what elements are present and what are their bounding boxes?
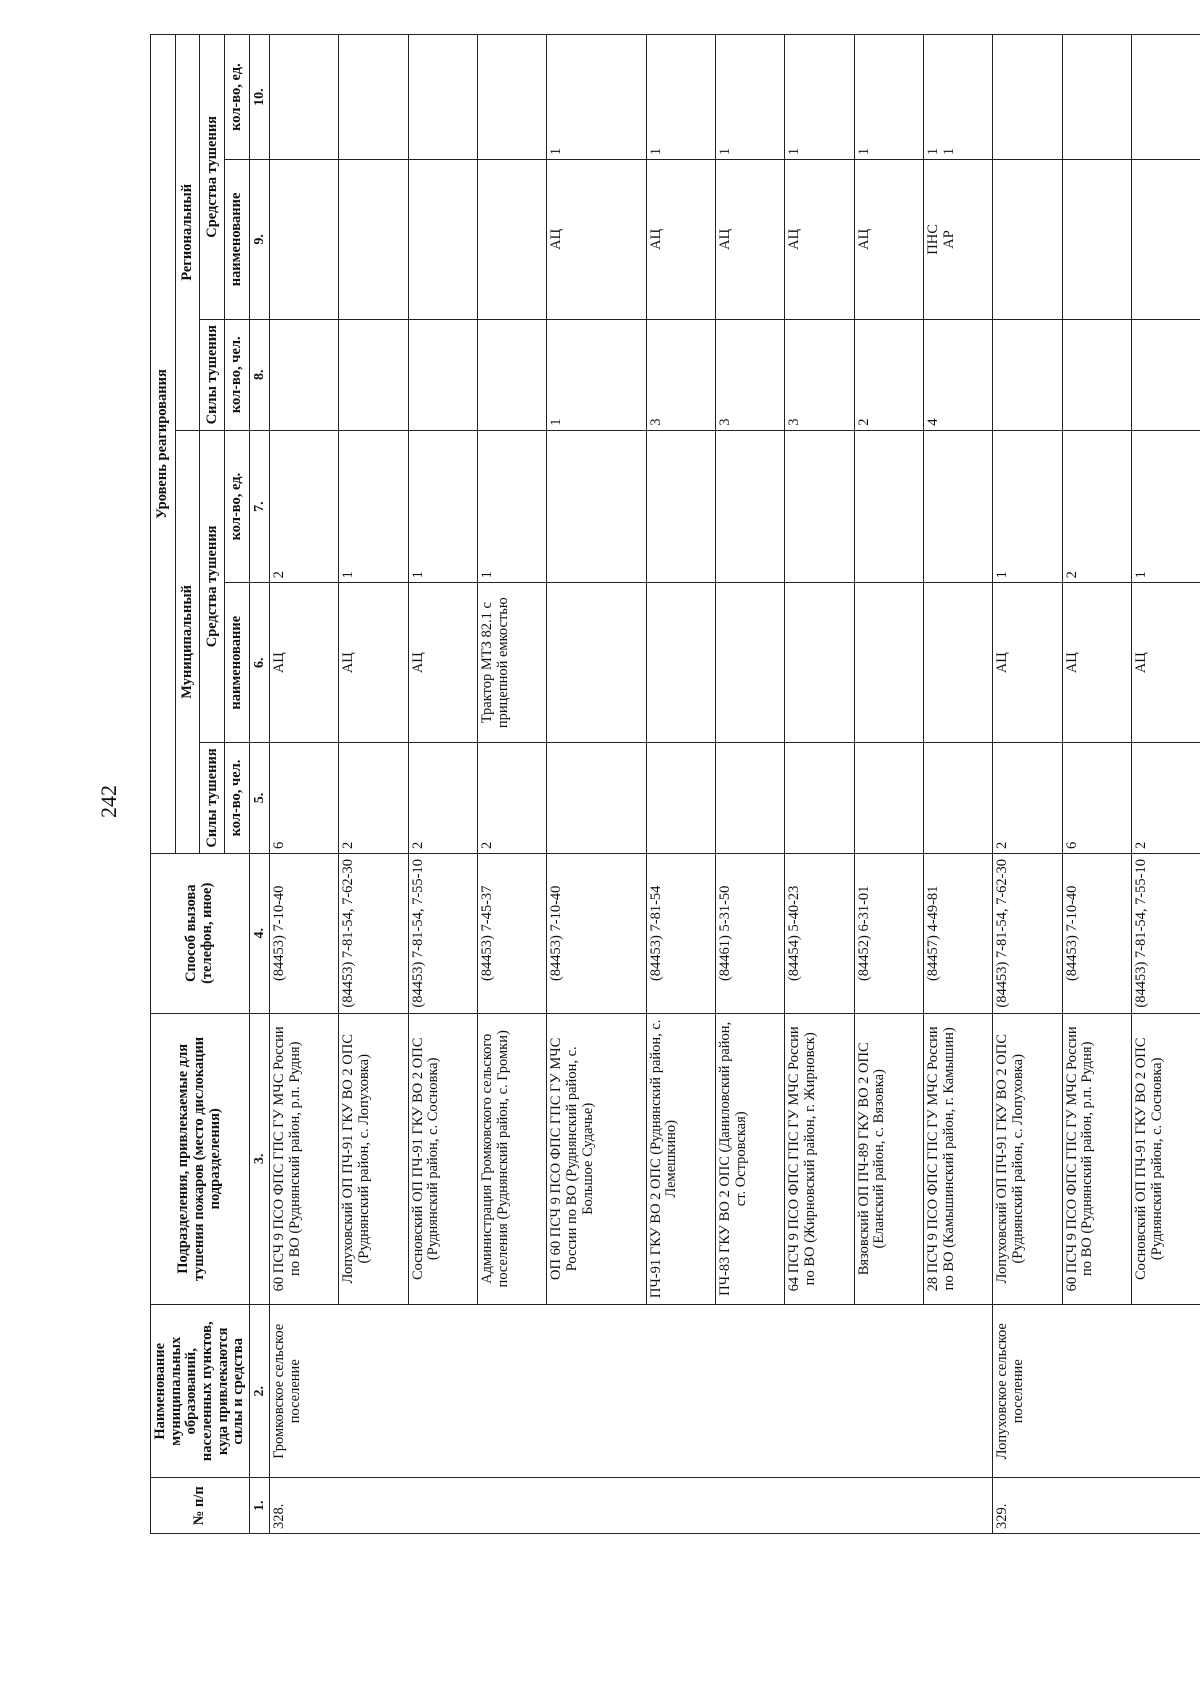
regional-means-qty-cell xyxy=(408,35,477,160)
call-cell: (84453) 7-81-54, 7-55-10 xyxy=(408,854,477,1014)
regional-means-qty-cell: 1 xyxy=(547,35,646,160)
header-municipality: Наименование муниципальных образований, населенных пунктов, куда привлекаются силы и средства xyxy=(151,1305,250,1478)
unit-cell: Сосновский ОП ПЧ-91 ГКУ ВО 2 ОПС (Руднянский район, с. Сосновка) xyxy=(1131,1013,1200,1304)
regional-means-name-cell: АЦ xyxy=(785,160,854,320)
municipal-means-qty-cell: 1 xyxy=(408,430,477,583)
regional-people-cell: 3 xyxy=(785,319,854,430)
municipal-means-qty-cell: 2 xyxy=(1062,430,1131,583)
regional-people-cell xyxy=(1062,319,1131,430)
regional-means-name-cell: АЦ xyxy=(854,160,923,320)
regional-people-cell xyxy=(993,319,1062,430)
call-cell: (84457) 4-49-81 xyxy=(923,854,992,1014)
municipal-people-cell: 2 xyxy=(993,742,1062,853)
column-number: 3. xyxy=(249,1013,269,1304)
municipal-means-qty-cell: 1 xyxy=(1131,430,1200,583)
call-cell: (84453) 7-45-37 xyxy=(478,854,547,1014)
regional-means-name-cell xyxy=(993,160,1062,320)
regional-people-cell: 3 xyxy=(646,319,715,430)
unit-cell: 60 ПСЧ 9 ПСО ФПС ГПС ГУ МЧС России по ВО (Руднянский район, р.п. Рудня) xyxy=(1062,1013,1131,1304)
municipal-means-name-cell: АЦ xyxy=(339,583,408,743)
rotated-table-container xyxy=(150,34,1185,1534)
column-number: 1. xyxy=(249,1478,269,1534)
municipal-means-qty-cell xyxy=(785,430,854,583)
regional-means-name-cell xyxy=(1062,160,1131,320)
table-header xyxy=(151,35,270,1534)
regional-means-name-cell xyxy=(408,160,477,320)
call-cell: (84453) 7-81-54, 7-62-30 xyxy=(339,854,408,1014)
regional-means-name-cell xyxy=(270,160,339,320)
regional-people-cell: 2 xyxy=(854,319,923,430)
municipal-means-name-cell: АЦ xyxy=(408,583,477,743)
header-municipal: Муниципальный xyxy=(175,430,200,853)
municipal-people-cell xyxy=(547,742,646,853)
column-number: 5. xyxy=(249,742,269,853)
municipal-means-qty-cell xyxy=(854,430,923,583)
header-name-regional: наименование xyxy=(225,160,250,320)
municipal-people-cell: 6 xyxy=(1062,742,1131,853)
municipal-people-cell xyxy=(923,742,992,853)
header-forces-municipal: Силы тушения xyxy=(200,742,225,853)
unit-cell: 64 ПСЧ 9 ПСО ФПС ГПС ГУ МЧС России по ВО (Жирновский район, г. Жирновск) xyxy=(785,1013,854,1304)
row-number-cell: 328. xyxy=(270,1478,993,1534)
municipal-people-cell xyxy=(854,742,923,853)
municipal-means-name-cell: АЦ xyxy=(270,583,339,743)
regional-means-name-cell: АЦ xyxy=(715,160,784,320)
header-qty-people-regional: кол-во, чел. xyxy=(225,319,250,430)
header-response-level: Уровень реагирования xyxy=(151,35,176,854)
column-number: 4. xyxy=(249,854,269,1014)
municipal-means-qty-cell xyxy=(715,430,784,583)
municipal-means-name-cell xyxy=(715,583,784,743)
municipal-people-cell: 2 xyxy=(1131,742,1200,853)
call-cell: (84453) 7-81-54 xyxy=(646,854,715,1014)
municipal-means-name-cell: АЦ xyxy=(1131,583,1200,743)
call-cell: (84453) 7-10-40 xyxy=(1062,854,1131,1014)
column-number: 2. xyxy=(249,1305,269,1478)
header-qty-people-municipal: кол-во, чел. xyxy=(225,742,250,853)
unit-cell: ОП 60 ПСЧ 9 ПСО ФПС ГПС ГУ МЧС России по ВО (Руднянский район, с. Большое Судачье) xyxy=(547,1013,646,1304)
regional-means-qty-cell xyxy=(339,35,408,160)
municipal-means-name-cell xyxy=(785,583,854,743)
municipal-people-cell: 6 xyxy=(270,742,339,853)
table-row xyxy=(993,35,1062,1534)
regional-people-cell: 4 xyxy=(923,319,992,430)
header-forces-regional: Силы тушения xyxy=(200,319,225,430)
call-cell: (84453) 7-81-54, 7-55-10 xyxy=(1131,854,1200,1014)
municipal-means-name-cell xyxy=(646,583,715,743)
regional-means-qty-cell: 1 1 xyxy=(923,35,992,160)
header-regional: Региональный xyxy=(175,35,200,431)
regional-people-cell xyxy=(408,319,477,430)
municipal-means-name-cell: АЦ xyxy=(1062,583,1131,743)
call-cell: (84452) 6-31-01 xyxy=(854,854,923,1014)
municipal-means-qty-cell: 1 xyxy=(993,430,1062,583)
header-units: Подразделения, привлекаемые для тушения пожаров (место дислокации подразделения) xyxy=(151,1013,250,1304)
municipal-people-cell: 2 xyxy=(478,742,547,853)
regional-means-name-cell: ПНС АР xyxy=(923,160,992,320)
unit-cell: Администрация Громковского сельского поселения (Руднянский район, с. Громки) xyxy=(478,1013,547,1304)
municipality-cell: Лопуховское сельское поселение xyxy=(993,1305,1200,1478)
municipality-cell: Громковское сельское поселение xyxy=(270,1305,993,1478)
municipal-means-qty-cell xyxy=(923,430,992,583)
unit-cell: 28 ПСЧ 9 ПСО ФПС ГПС ГУ МЧС России по ВО (Камышинский район, г. Камышин) xyxy=(923,1013,992,1304)
municipal-means-name-cell xyxy=(923,583,992,743)
municipal-means-qty-cell xyxy=(547,430,646,583)
unit-cell: Вязовский ОП ПЧ-89 ГКУ ВО 2 ОПС (Еланский район, с. Вязовка) xyxy=(854,1013,923,1304)
regional-people-cell xyxy=(270,319,339,430)
unit-cell: ПЧ-83 ГКУ ВО 2 ОПС (Даниловский район, ст. Островская) xyxy=(715,1013,784,1304)
regional-people-cell xyxy=(339,319,408,430)
municipal-means-qty-cell: 2 xyxy=(270,430,339,583)
municipal-means-name-cell: АЦ xyxy=(993,583,1062,743)
header-qty-units-regional: кол-во, ед. xyxy=(225,35,250,160)
regional-means-qty-cell xyxy=(478,35,547,160)
municipal-means-name-cell: Трактор МТЗ 82.1 с прицепной емкостью xyxy=(478,583,547,743)
call-cell: (84453) 7-10-40 xyxy=(547,854,646,1014)
unit-cell: Лопуховский ОП ПЧ-91 ГКУ ВО 2 ОПС (Руднянский район, с. Лопуховка) xyxy=(993,1013,1062,1304)
call-cell: (84461) 5-31-50 xyxy=(715,854,784,1014)
call-cell: (84454) 5-40-23 xyxy=(785,854,854,1014)
regional-people-cell: 1 xyxy=(547,319,646,430)
header-means-regional: Средства тушения xyxy=(200,35,225,320)
municipal-means-qty-cell: 1 xyxy=(339,430,408,583)
municipal-people-cell: 2 xyxy=(408,742,477,853)
regional-means-name-cell xyxy=(478,160,547,320)
regional-means-name-cell: АЦ xyxy=(646,160,715,320)
page-number: 242 xyxy=(96,785,121,818)
regional-means-name-cell: АЦ xyxy=(547,160,646,320)
regional-people-cell xyxy=(1131,319,1200,430)
regional-people-cell xyxy=(478,319,547,430)
unit-cell: 60 ПСЧ 9 ПСО ФПС ГПС ГУ МЧС России по ВО (Руднянский район, р.п. Рудня) xyxy=(270,1013,339,1304)
table-row xyxy=(270,35,339,1534)
regional-means-qty-cell xyxy=(1131,35,1200,160)
regional-means-name-cell xyxy=(339,160,408,320)
municipal-people-cell xyxy=(785,742,854,853)
column-number: 6. xyxy=(249,583,269,743)
municipal-people-cell: 2 xyxy=(339,742,408,853)
regional-means-qty-cell: 1 xyxy=(785,35,854,160)
regional-means-qty-cell xyxy=(993,35,1062,160)
header-qty-units-municipal: кол-во, ед. xyxy=(225,430,250,583)
row-number-cell: 329. xyxy=(993,1478,1200,1534)
municipal-means-qty-cell xyxy=(646,430,715,583)
regional-means-name-cell xyxy=(1131,160,1200,320)
municipal-people-cell xyxy=(715,742,784,853)
regional-means-qty-cell xyxy=(1062,35,1131,160)
header-call: Способ вызова (телефон, иное) xyxy=(151,854,250,1014)
municipal-means-name-cell xyxy=(854,583,923,743)
unit-cell: Сосновский ОП ПЧ-91 ГКУ ВО 2 ОПС (Руднянский район, с. Сосновка) xyxy=(408,1013,477,1304)
municipal-people-cell xyxy=(646,742,715,853)
regional-means-qty-cell: 1 xyxy=(646,35,715,160)
unit-cell: ПЧ-91 ГКУ ВО 2 ОПС (Руднянский район, с. Лемешкино) xyxy=(646,1013,715,1304)
column-number: 8. xyxy=(249,319,269,430)
header-name-municipal: наименование xyxy=(225,583,250,743)
column-number: 7. xyxy=(249,430,269,583)
regional-means-qty-cell: 1 xyxy=(715,35,784,160)
fire-response-table xyxy=(150,34,1200,1534)
municipal-means-name-cell xyxy=(547,583,646,743)
municipal-means-qty-cell: 1 xyxy=(478,430,547,583)
regional-means-qty-cell xyxy=(270,35,339,160)
column-number: 9. xyxy=(249,160,269,320)
call-cell: (84453) 7-10-40 xyxy=(270,854,339,1014)
header-no: № п/п xyxy=(151,1478,250,1534)
regional-means-qty-cell: 1 xyxy=(854,35,923,160)
unit-cell: Лопуховский ОП ПЧ-91 ГКУ ВО 2 ОПС (Руднянский район, с. Лопуховка) xyxy=(339,1013,408,1304)
regional-people-cell: 3 xyxy=(715,319,784,430)
header-means-municipal: Средства тушения xyxy=(200,430,225,742)
column-number: 10. xyxy=(249,35,269,160)
call-cell: (84453) 7-81-54, 7-62-30 xyxy=(993,854,1062,1014)
table-body xyxy=(270,35,1200,1534)
